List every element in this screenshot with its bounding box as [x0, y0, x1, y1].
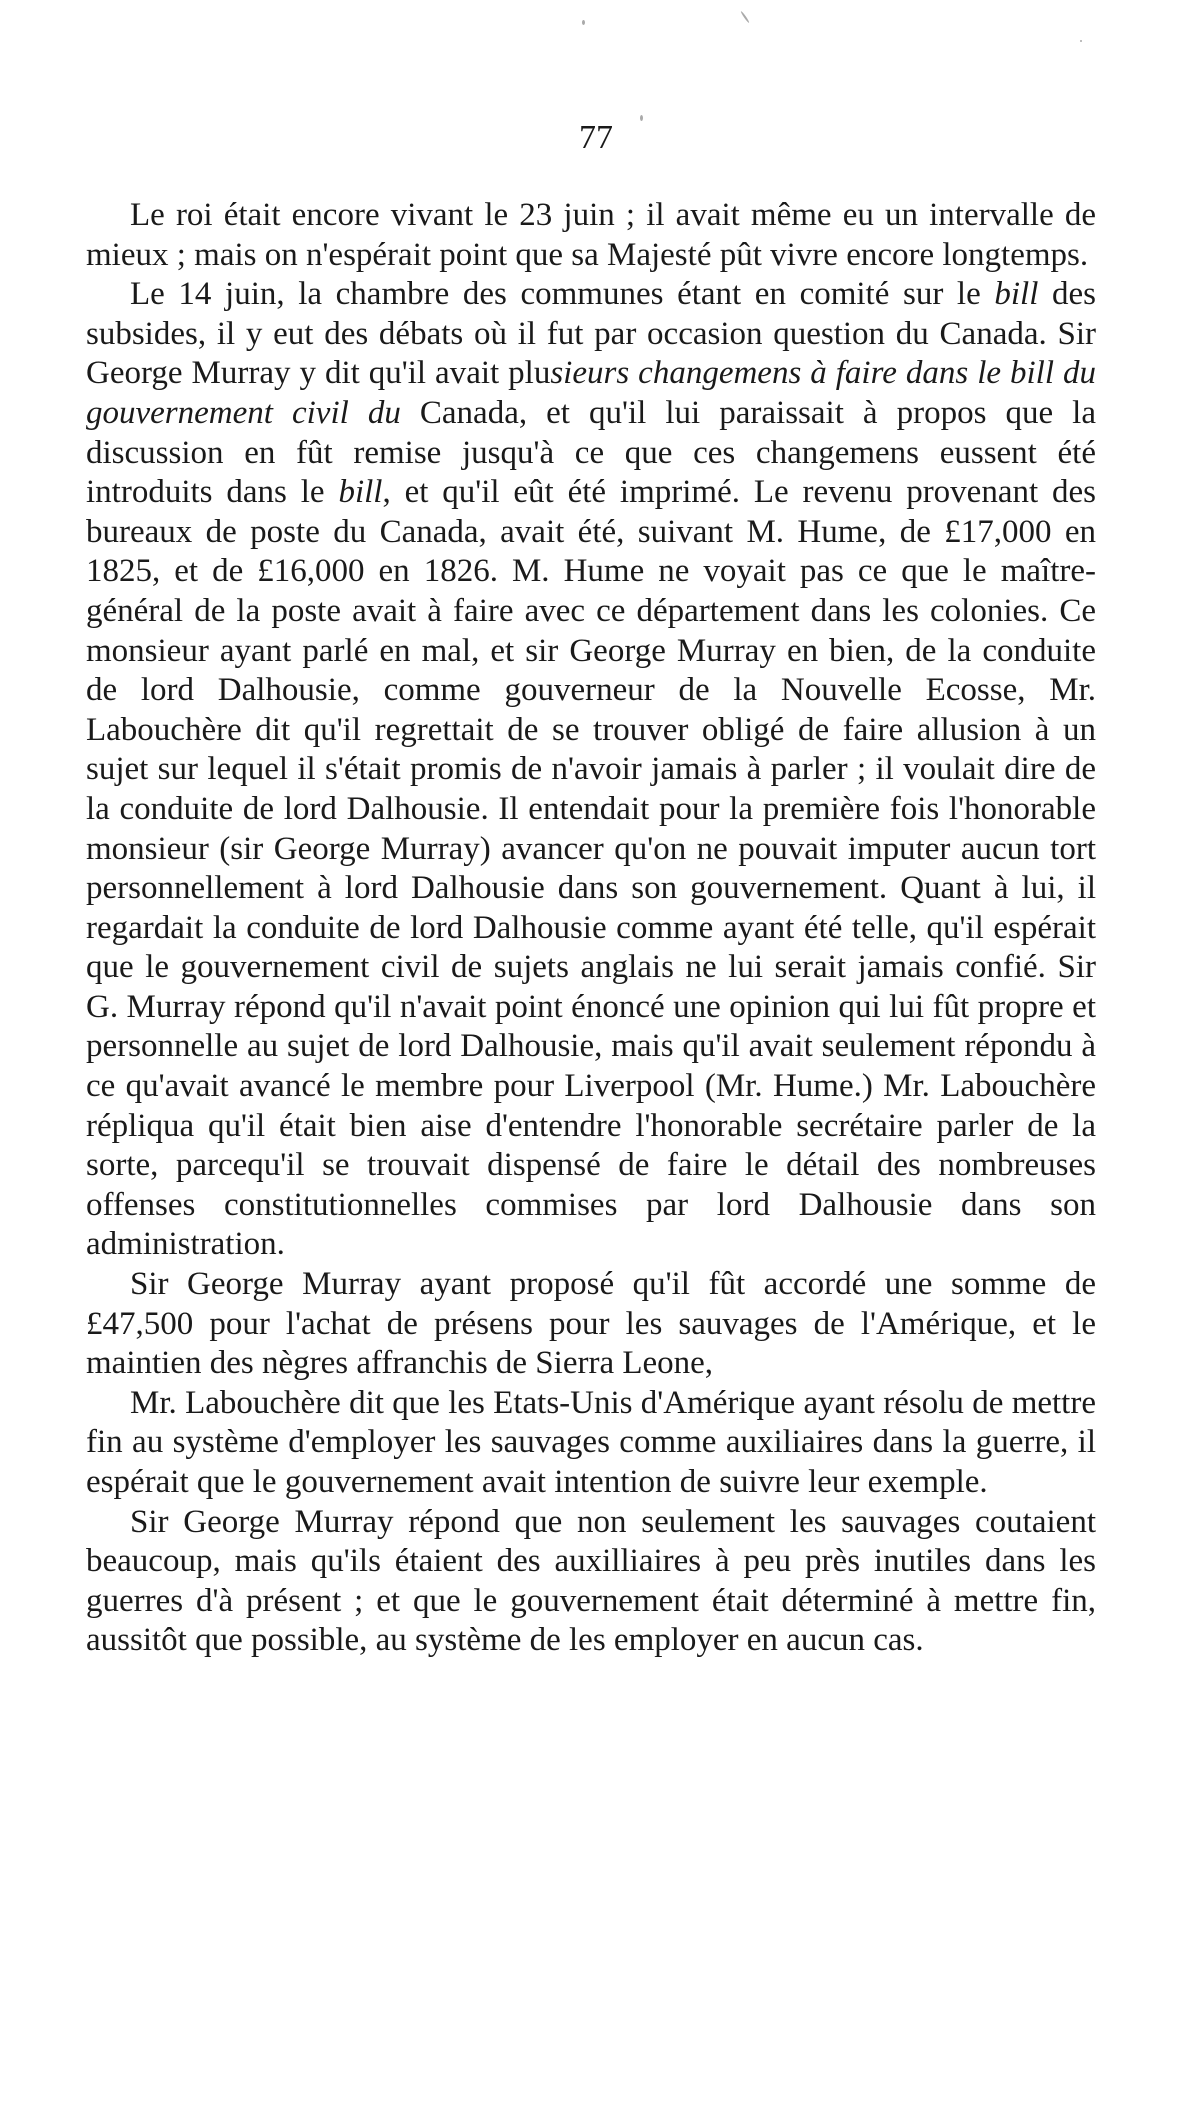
text-segment: Canada, et qu'il lui paraissait à propos que la discussion en fût remise jusqu'à ce que ces changemens eussent été introduits dans le — [86, 394, 1097, 511]
text-segment: Sir George Murray répond que non seulement les sauvages coutaient beaucoup, mais qu'ils étaient des auxilliaires à peu près inutiles dans les guerres d'à présent ; et que le gouvernement était déterminé à mettre fin, aussitôt que possible, au système de les employer en aucun cas. — [86, 1503, 1096, 1659]
text-segment: Le roi était encore vivant le 23 juin ; il avait même eu un intervalle de mieux ; mais on n'espérait point que sa Majesté pût vivre encore longtemps. — [86, 197, 1096, 273]
paragraph — [86, 1265, 1096, 1384]
paragraph — [86, 275, 1096, 1265]
italic-segment: sieurs changemens à faire dans le — [550, 355, 1010, 392]
paragraph — [86, 196, 1096, 275]
text-segment: des subsides, il y eut des débats où il fut par occasion question du Canada. Sir George Murray y dit qu'il avait plu — [86, 276, 1096, 392]
text-segment: , et qu'il eût été imprimé. Le revenu provenant des bureaux de poste du Canada, avait été, suivant M. Hume, de £17,000 en 1825, et de £16,000 en 1826. M. Hume ne voyait pas ce que le maître-général de la poste avait à faire avec ce département dans les colonies. Ce monsieur ayant parlé en mal, et sir George Murray en bien, de la conduite de lord Dalhousie, comme gouverneur de la Nouvelle Ecosse, Mr. Labouchère dit qu'il regrettait de se trouver obligé de faire allusion à un sujet sur lequel il s'était promis de n'avoir jamais à parler ; il voulait dire de la conduite de lord Dalhousie. Il entendait pour la première fois l'honorable monsieur (sir George Murray) avancer qu'on ne pouvait imputer aucun tort personnellement à lord Dalhousie dans son gouvernement. Quant à lui, il regardait la conduite de lord Dalhousie comme ayant été telle, qu'il espérait que le gouvernement civil de sujets anglais ne lui serait jamais confié. Sir G. Murray répond qu'il n'avait point énoncé une opinion qui lui fût propre et personnelle au sujet de lord Dalhousie, mais qu'il avait seulement répondu à ce qu'avait avancé le membre pour Liverpool (Mr. Hume.) Mr. Labouchère répliqua qu'il était bien aise d'entendre l'honorable secrétaire parler de la sorte, parcequ'il se trouvait dispensé de faire le détail des nombreuses offenses constitutionnelles commises par lord Dalhousie dans son administration. — [86, 474, 1097, 1263]
italic-segment: bill — [1010, 355, 1055, 392]
page-number: 77 — [579, 119, 613, 156]
text-segment: Le 14 juin, la chambre des communes étant en comité sur le — [130, 276, 995, 313]
print-speck — [640, 115, 643, 121]
italic-segment: bill — [338, 474, 383, 511]
text-segment: Mr. Labouchère dit que les Etats-Unis d'Amérique ayant résolu de mettre fin au système d'employer les sauvages comme auxiliaires dans la guerre, il espérait que le gouvernement avait intention de suivre leur exemple. — [86, 1384, 1096, 1500]
print-speck — [1080, 40, 1082, 42]
print-speck — [582, 20, 585, 25]
italic-segment: bill — [994, 276, 1039, 313]
text-segment: Sir George Murray ayant proposé qu'il fût accordé une somme de £47,500 pour l'achat de présens pour les sauvages de l'Amérique, et le maintien des nègres affranchis de Sierra Leone, — [86, 1266, 1096, 1382]
paragraph — [86, 1384, 1096, 1503]
print-speck — [740, 11, 750, 24]
body-text — [86, 196, 1096, 1661]
paragraph — [86, 1503, 1096, 1661]
italic-segment: du gouvernement civil du — [86, 355, 1097, 431]
